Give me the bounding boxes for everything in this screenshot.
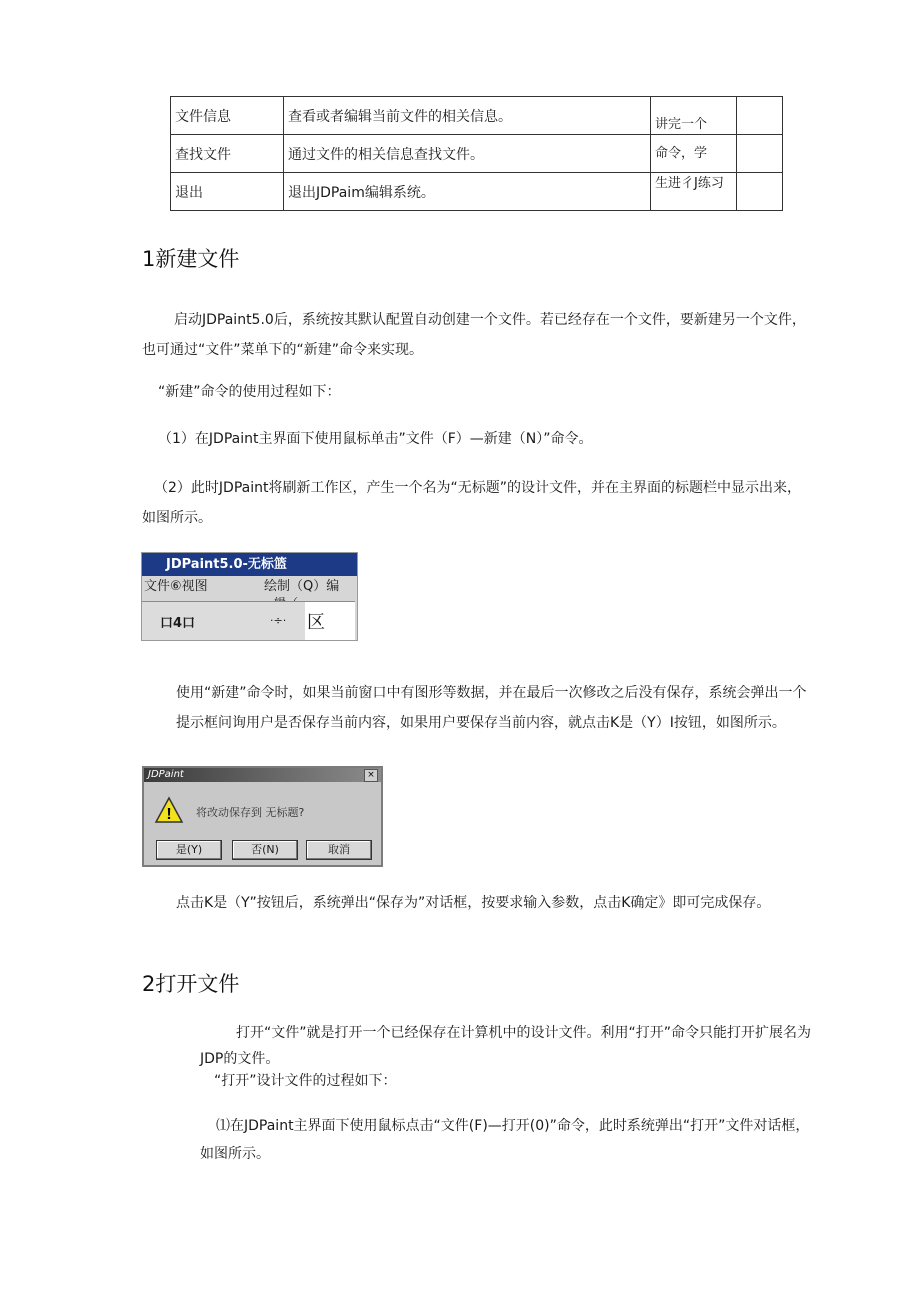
menu-left: 文件⑥视图 [144,579,208,594]
no-button[interactable]: 否(N) [232,840,298,860]
paragraph: 启动JDPaint5.0后，系统按其默认配置自动创建一个文件。若已经存在一个文件，要新建另一个文件，也可通过“文件”菜单下的“新建”命令来实现。 [142,312,806,358]
paragraph: 点击K是（Y”按钮后，系统弹出“保存为”对话框，按要求输入参数，点击K确定》即可完成保存。 [176,895,771,911]
cell-desc: 查看或者编辑当前文件的相关信息。 [284,97,651,135]
warning-glyph: ! [166,806,172,823]
cell-empty [737,135,783,173]
dialog-titlebar [144,768,381,782]
paragraph: 打开“文件”就是打开一个已经保存在计算机中的设计文件。利用“打开”命令只能打开扩展名为JDP的文件。 [200,1025,812,1067]
dialog-message: 将改动保存到 无标题? [196,806,305,819]
table-row [171,173,783,211]
toolbar-icon: 区 [307,612,325,633]
cell-desc: 通过文件的相关信息查找文件。 [284,135,651,173]
menu-bar [142,576,357,598]
cell-name: 文件信息 [171,97,284,135]
titlebar-screenshot [141,552,358,641]
table-row [171,135,783,173]
warning-icon [154,796,184,824]
step: （1）在JDPaint主界面下使用鼠标单击”文件（F）—新建（N）”命令。 [158,431,593,447]
cell-desc: 退出JDPaim编辑系统。 [284,173,651,211]
paragraph: “打开”设计文件的过程如下： [214,1073,397,1089]
close-icon[interactable]: × [364,769,378,782]
toolbar-divider: ·÷· [270,614,287,627]
section-heading-new-file: 1新建文件 [142,247,240,271]
toolbar-white-area [305,602,355,640]
toolbar [142,601,355,640]
cell-note: 命令，学 [651,135,737,173]
cancel-button[interactable]: 取消 [306,840,372,860]
cell-name: 查找文件 [171,135,284,173]
save-prompt-dialog [142,766,383,867]
menu-right: 绘制（Q）编 [264,579,340,594]
cell-name: 退出 [171,173,284,211]
cell-note: 讲完一个 [651,97,737,135]
dialog-title: JDPaint [148,769,184,780]
cell-note [651,173,737,211]
cell-note-text: 生进彳J练习 [655,176,724,191]
window-title: JDPaint5.0-无标篮 [142,553,357,576]
cell-empty [737,97,783,135]
paragraph: “新建”命令的使用过程如下： [158,384,341,400]
table-row [171,97,783,135]
step: （2）此时JDPaint将刷新工作区，产生一个名为“无标题”的设计文件，并在主界面的标题栏中显示出来，如图所示。 [142,480,801,526]
paragraph: 使用“新建”命令时，如果当前窗口中有图形等数据，并在最后一次修改之后没有保存，系统会弹出一个提示框问询用户是否保存当前内容，如果用户要保存当前内容，就点击K是（Y）I按钮，如图所示。 [176,685,807,731]
toolbar-buttons: 口4口 [160,616,196,631]
section-heading-open-file: 2打开文件 [142,972,240,996]
yes-button[interactable]: 是(Y) [156,840,222,860]
command-table [170,96,783,211]
cell-empty [737,173,783,211]
step: ⑴在JDPaint主界面下使用鼠标点击“文件(F)—打开(0)”命令，此时系统弹出“打开”文件对话框，如图所示。 [200,1118,810,1162]
